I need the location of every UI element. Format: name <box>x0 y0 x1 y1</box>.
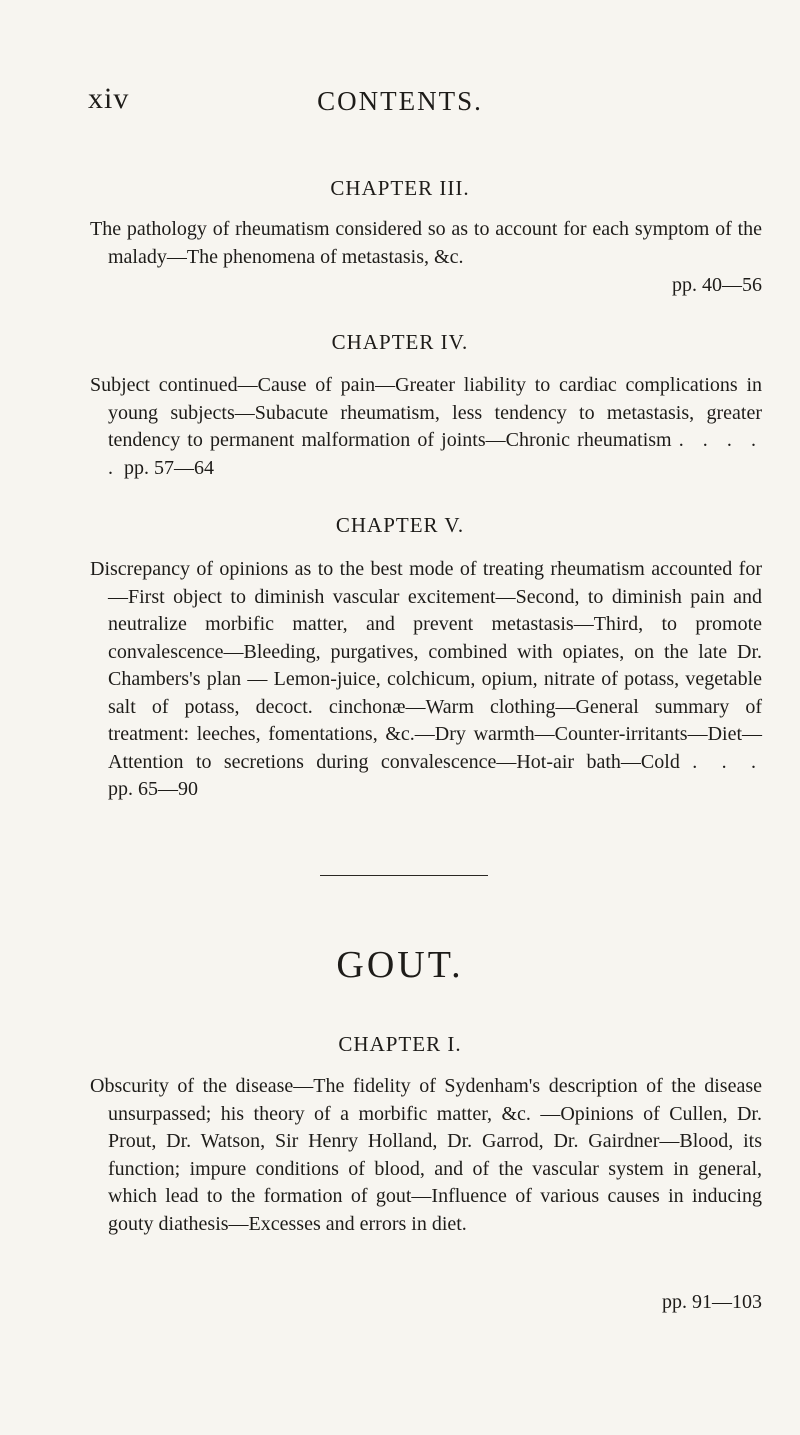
chapter-iv-text: Subject continued—Cause of pain—Greater liability to cardiac complications in young subjects—Subacute rheumatism, less tendency to metastasis, greater tendency to permanent malformation of joints—Chronic rheumatism <box>90 374 762 451</box>
chapter-v-heading: CHAPTER V. <box>335 513 465 537</box>
running-title: CONTENTS. <box>317 86 483 116</box>
chapter-v-text: Discrepancy of opinions as to the best mode of treating rheumatism accounted for—First object to diminish vascular excitement—Second, to diminish pain and neutralize morbific matter, and prevent metastasis—Third, to promote convalescence—Bleeding, purgatives, combined with opiates, on the late Dr. Chambers's plan — Lemon-juice, colchicum, opium, nitrate of potass, vegetable salt of potass, decoct. cinchonæ—Warm clothing—General summary of treatment: leeches, fomentations, &c.—Dry warmth—Counter-irritants—Diet—Attention to secretions during convalescence—Hot-air bath—Cold <box>90 558 762 773</box>
page-number: xiv <box>88 82 130 115</box>
section-divider <box>320 875 488 876</box>
chapter-v-pages: pp. 65—90 <box>108 778 198 800</box>
chapter-v-leader: . . . <box>692 750 763 773</box>
gout-chapter-i-pages: pp. 91—103 <box>662 1291 762 1313</box>
chapter-iii-heading: CHAPTER III. <box>330 176 470 200</box>
chapter-v-summary <box>90 556 762 804</box>
chapter-iv-leader: . . . . . <box>108 429 763 479</box>
chapter-iii-summary <box>90 216 762 271</box>
chapter-iii-text: The pathology of rheumatism considered so as to account for each symptom of the malady—The phenomena of metastasis, &c. <box>90 218 762 268</box>
gout-section-title: GOUT. <box>336 944 464 986</box>
gout-chapter-i-summary <box>90 1073 762 1238</box>
page-header <box>0 82 800 122</box>
gout-chapter-i-heading: CHAPTER I. <box>338 1032 462 1056</box>
chapter-iv-pages: pp. 57—64 <box>124 456 214 479</box>
chapter-iii-pages: pp. 40—56 <box>672 274 762 296</box>
chapter-iv-summary <box>90 372 762 482</box>
chapter-iv-heading: CHAPTER IV. <box>331 330 469 354</box>
gout-chapter-i-text: Obscurity of the disease—The fidelity of Sydenham's description of the disease unsurpassed; his theory of a morbific matter, &c. —Opinions of Cullen, Dr. Prout, Dr. Watson, Sir Henry Holland, Dr. Garrod, Dr. Gairdner—Blood, its function; impure conditions of blood, and of the vascular system in general, which lead to the formation of gout—Influence of various causes in inducing gouty diathesis—Excesses and errors in diet. <box>90 1075 762 1235</box>
